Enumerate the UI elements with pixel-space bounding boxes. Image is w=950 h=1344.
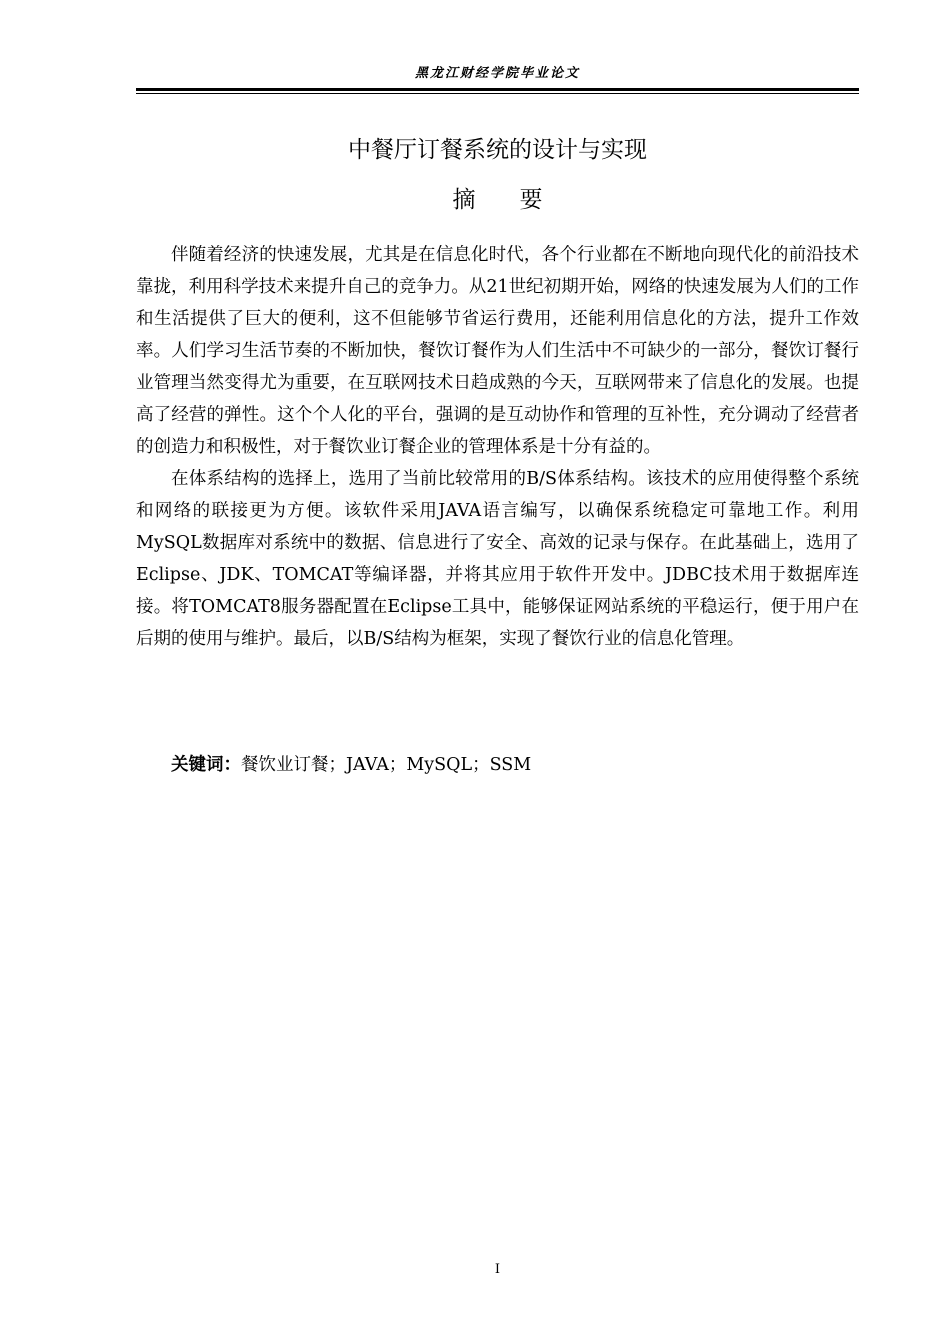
abstract-body bbox=[136, 239, 859, 655]
running-header: 黑龙江财经学院毕业论文 bbox=[414, 66, 580, 81]
keywords-label: 关键词： bbox=[171, 755, 241, 775]
keywords-line bbox=[171, 749, 859, 781]
page-number: I bbox=[494, 1262, 501, 1277]
abstract-paragraph-2: 在体系结构的选择上，选用了当前比较常用的B/S体系结构。该技术的应用使得整个系统和网络的联接更为方便。该软件采用JAVA语言编写，以确保系统稳定可靠地工作。利用 MySQL数据库对系统中的数据、信息进行了安全、高效的记录与保存。在此基础上，选用了Eclipse、JDK、TOMCAT等编译器，并将其应用于软件开发中。JDBC技术用于数据库连接。将TOMCAT8服务器配置在Eclipse工具中，能够保证网站系统的平稳运行，便于用户在后期的使用与维护。最后，以B/S结构为框架，实现了餐饮行业的信息化管理。 bbox=[136, 469, 859, 649]
header-rule-thick bbox=[136, 88, 859, 91]
header-rule-thin bbox=[136, 93, 859, 94]
abstract-heading: 摘要 bbox=[452, 187, 587, 213]
paper-title: 中餐厅订餐系统的设计与实现 bbox=[348, 137, 647, 163]
keywords-value: 餐饮业订餐；JAVA；MySQL；SSM bbox=[241, 755, 532, 775]
abstract-paragraph-1: 伴随着经济的快速发展，尤其是在信息化时代，各个行业都在不断地向现代化的前沿技术靠拢，利用科学技术来提升自己的竞争力。从21世纪初期开始，网络的快速发展为人们的工作和生活提供了巨大的便利，这不但能够节省运行费用，还能利用信息化的方法，提升工作效率。人们学习生活节奏的不断加快，餐饮订餐作为人们生活中不可缺少的一部分，餐饮订餐行业管理当然变得尤为重要，在互联网技术日趋成熟的今天，互联网带来了信息化的发展。也提高了经营的弹性。这个个人化的平台，强调的是互动协作和管理的互补性，充分调动了经营者的创造力和积极性，对于餐饮业订餐企业的管理体系是十分有益的。 bbox=[136, 245, 859, 457]
